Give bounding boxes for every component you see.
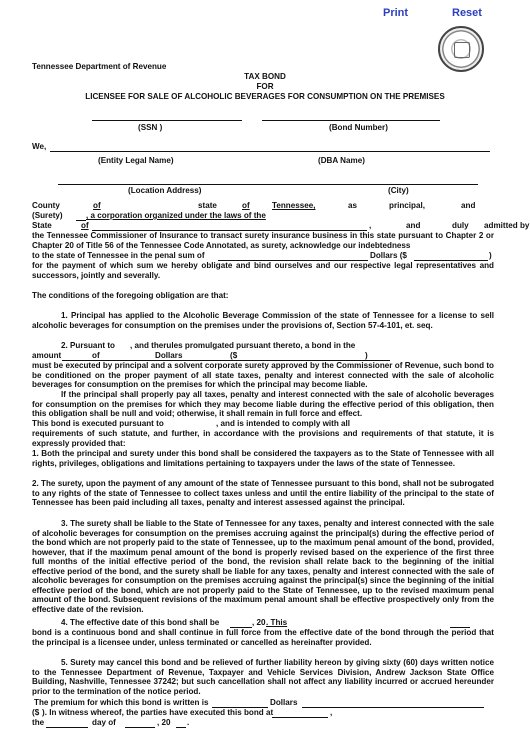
statute-condition-2: 2. The surety, upon the payment of any amount of the state of Tennessee pursuant to this bond, shall not be subrogated to any rights of the state of Tennessee to collect taxes unless and until the entire liability of the principal to the state of Tennessee has been paid including all taxes, penalty and interest assessed against the principal. — [32, 479, 494, 507]
payment-paragraph: for the payment of which sum we hereby obligate and bind ourselves and our respective legal representatives and successors, jointly and severally. — [32, 261, 494, 280]
requirements-text: requirements of such statute, and further, in accordance with the provisions and requirements of that statute, it is expressly provided that: — [32, 429, 494, 448]
conditions-heading: The conditions of the foregoing obligation are that: — [32, 291, 229, 300]
admitted-label: admitted by — [484, 221, 530, 230]
bond-number-field[interactable] — [262, 120, 440, 121]
location-address-field[interactable] — [58, 184, 478, 185]
of-label: of — [93, 201, 101, 210]
comply-text: , and is intended to comply with all — [216, 419, 351, 428]
entity-name-field[interactable] — [50, 151, 490, 152]
state-label: State — [32, 221, 52, 230]
state-seal-icon — [438, 26, 484, 72]
year-label: , 20 — [157, 718, 171, 727]
executed-pursuant-text: This bond is executed pursuant to — [32, 419, 164, 428]
execution-year-field[interactable] — [176, 727, 186, 728]
we-label: We, — [32, 142, 47, 151]
title-line-3: LICENSEE FOR SALE OF ALCOHOLIC BEVERAGES FOR CONSUMPTION ON THE PREMISES — [85, 92, 445, 101]
execution-place-field[interactable] — [272, 717, 328, 718]
paren-close: ) — [489, 251, 492, 260]
witness-text: ). In witness whereof, the parties have executed this bond at — [42, 708, 274, 717]
entity-legal-name-label: (Entity Legal Name) — [98, 156, 174, 165]
state-label: state — [198, 201, 217, 210]
amount-label: amount — [32, 351, 62, 360]
ssn-label: (SSN ) — [138, 123, 163, 132]
dollars-label: Dollars — [155, 351, 183, 360]
condition-2-body-2: If the principal shall properly pay all taxes, penalty and interest connected with the sale of alcoholic beverages for consumption on the premises for which they may become liable during the effective period of this obligation, then this obligation shall be null and void; otherwise, it shall remain in full force and effect. — [32, 390, 494, 418]
statute-condition-1: 1. Both the principal and surety under this bond shall be considered the taxpayers as to the State of Tennessee with all rights, privileges, obligations and limitations pertaining to taxpayers under the laws of the state of Tennessee. — [32, 449, 494, 468]
department-name: Tennessee Department of Revenue — [32, 62, 167, 71]
execution-day-field[interactable] — [46, 727, 88, 728]
principal-label: principal, — [389, 201, 425, 210]
premium-dollars-label: Dollars — [270, 698, 298, 707]
county-label: County — [32, 201, 60, 210]
condition-2-pre: 2. Pursuant to — [61, 341, 115, 350]
of-label: of — [81, 221, 89, 230]
penal-dollars-label: Dollars ($ — [370, 251, 407, 260]
and-label: and — [461, 201, 476, 210]
intro-paragraph: the Tennessee Commissioner of Insurance to transact surety insurance business in this state pursuant to Chapter 2 or Chapter 20 of Title 56 of the Tennessee Code Annotated, as surety, acknowledge our indebtedness — [32, 231, 494, 250]
duly-label: duly — [452, 221, 469, 230]
statute-condition-4: bond is a continuous bond and shall continue in full force from the effective date of the bond through the period that the principal is a licensee under, unless terminated or cancelled as hereinafter provided. — [32, 628, 494, 647]
print-button[interactable]: Print — [383, 7, 409, 19]
location-address-label: (Location Address) — [128, 186, 202, 195]
premium-paren: ($ — [32, 708, 40, 717]
statute-condition-3: 3. The surety shall be liable to the State of Tennessee for any taxes, penalty and interest connected with the sale of alcoholic beverages for consumption on the premises accruing against the principal(s) during the effective period of the bond which are not properly paid to the state of Tennessee, up to the maximum penal amount of the bond, provided, however, that if the maximum penal amount of the bond is properly revised based on the experience of the first three full months of the initial effective period of the bond, the revision shall relate back to the beginning of the initial effective period of the bond, and the surety shall be liable for any taxes, penalty and interest connected with the sale of alcoholic beverages for consumption on the premises accruing against the principal(s) since the beginning of the initial effective period of the bond, which are not properly paid to the State of Tennessee, up to the revised maximum penal amount of the bond. Subsequent revisions of the maximum penal amount shall be effective prospectively only from the effective date of the revision. — [32, 519, 494, 614]
bond-number-label: (Bond Number) — [329, 123, 388, 132]
year-prefix: , 20 — [252, 618, 266, 627]
title-line-2: FOR — [256, 82, 274, 91]
year-end: . — [187, 718, 190, 727]
effective-date-text: 4. The effective date of this bond shall be — [61, 618, 220, 627]
paren-close: ) — [365, 351, 368, 360]
of-label: of — [92, 351, 100, 360]
comma: , — [369, 221, 372, 230]
as-label: as — [348, 201, 358, 210]
condition-2-post: , and therules promulgated pursuant thereto, a bond in the — [130, 341, 356, 350]
condition-2-body: must be executed by principal and a solvent corporate surety approved by the Commissioner of Revenue, such bond to be conditioned on the proper payment of all state taxes, penalty and interest connected with the sale of alcoholic beverages for consumption on the premises for which the principal may become liable. — [32, 361, 494, 389]
paren-open: ($ — [230, 351, 238, 360]
tennessee-label: Tennessee, — [272, 201, 316, 210]
of-label: of — [242, 201, 250, 210]
premium-text: The premium for which this bond is written is — [34, 698, 209, 707]
execution-month-field[interactable] — [125, 727, 155, 728]
dba-name-label: (DBA Name) — [318, 156, 365, 165]
the-label: the — [32, 718, 45, 727]
condition-1: 1. Principal has applied to the Alcoholic Beverage Commission of the state of Tennessee for a license to sell alcoholic beverages for consumption on the premises under the provisions of, Section 57-4-101, et. seq. — [32, 311, 494, 330]
reset-button[interactable]: Reset — [452, 7, 482, 19]
city-label: (City) — [388, 186, 409, 195]
surety-label: (Surety) — [32, 211, 63, 220]
ssn-field[interactable] — [92, 120, 242, 121]
and-label: and — [406, 221, 421, 230]
this-label: . This — [266, 618, 288, 627]
comma: , — [330, 708, 333, 717]
corporation-text: , a corporation organized under the laws of the — [86, 211, 266, 220]
statute-condition-5: 5. Surety may cancel this bond and be relieved of further liability hereon by giving sixty (60) days written notice to the Tennessee Department of Revenue, Taxpayer and Vehicle Services Division, Andrew Jackson State Office Building, Nashville, Tennessee 37242; but such cancellation shall not affect any liability incurred or accrued hereunder prior to the termination of the notice period. — [32, 658, 494, 696]
day-of-label: day of — [92, 718, 116, 727]
title-line-1: TAX BOND — [244, 72, 286, 81]
penal-sum-text: to the state of Tennessee in the penal sum of — [32, 251, 205, 260]
